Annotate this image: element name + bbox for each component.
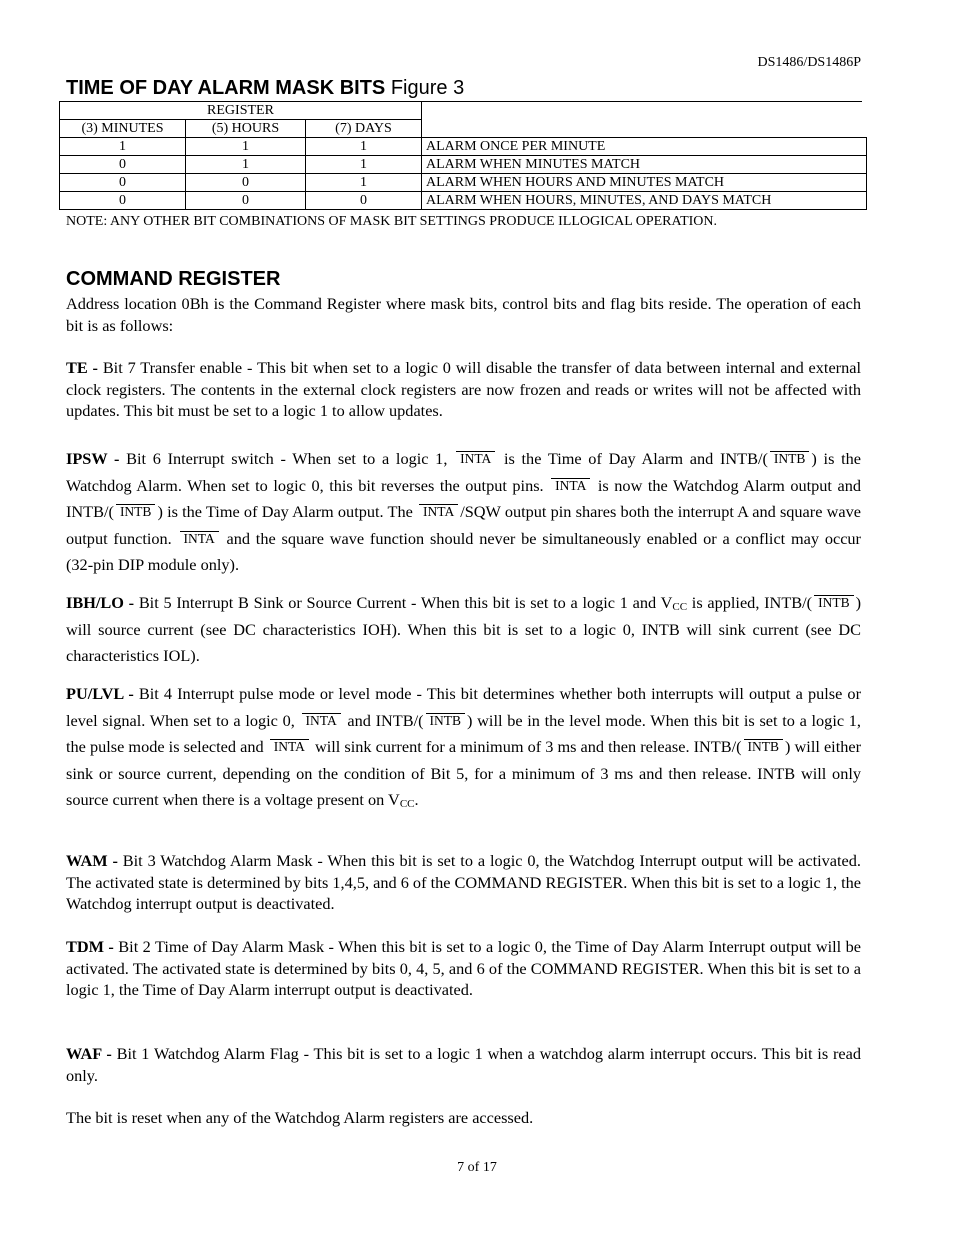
- figure-title-number: Figure 3: [385, 77, 465, 99]
- tdm-paragraph: TDM - Bit 2 Time of Day Alarm Mask - When this bit is set to a logic 0, the Time of Day Alarm Interrupt output will be activated. The activated state is determined by bits 0, 4, 5, and 6 of the COMMAND REGISTER. When this bit is set to a logic 1, the Time of Day Alarm interrupt output is deactivated.: [66, 937, 861, 999]
- table-row: [60, 156, 867, 174]
- intb-overline: INTB: [744, 739, 784, 754]
- table-cell: 0: [60, 156, 186, 174]
- inta-overline: INTA: [456, 451, 495, 466]
- table-row: [60, 138, 867, 156]
- command-intro-paragraph: Address location 0Bh is the Command Register where mask bits, control bits and flag bits reside. The operation of each bit is as follows:: [66, 294, 861, 335]
- column-header: (3) MINUTES: [60, 120, 186, 138]
- figure-title: [66, 77, 862, 102]
- register-header: REGISTER: [60, 102, 422, 120]
- command-register-title: COMMAND REGISTER: [66, 268, 281, 290]
- inta-overline: INTA: [419, 504, 458, 519]
- inta-overline: INTA: [270, 739, 309, 754]
- intb-overline: INTB: [116, 504, 156, 519]
- table-cell: 0: [186, 192, 306, 210]
- table-cell: 0: [306, 192, 422, 210]
- waf-label: WAF -: [66, 1044, 112, 1063]
- wam-label: WAM -: [66, 851, 118, 870]
- table-header-row: [60, 120, 867, 138]
- pu-lvl-paragraph: PU/LVL - Bit 4 Interrupt pulse mode or level mode - This bit determines whether both interrupts will output a pulse or level signal. When set to a logic 0, INTA and INTB/( INTB ) will be in the level mode. When this bit is set to a logic 1, the pulse mode is selected and INTA will sink current for a minimum of 3 ms and then release. INTB/( INTB ) will either sink or source current, depending on the condition of Bit 5, for a minimum of 3 ms and then release. INTB will only source current when there is a voltage present on $V_{CC}$.: [66, 684, 862, 810]
- ibh-lo-label: IBH/LO -: [66, 593, 135, 612]
- ipsw-paragraph: IPSW - Bit 6 Interrupt switch - When set to a logic 1, INTA is the Time of Day Alarm and INTB/( INTB ) is the Watchdog Alarm. When set to logic 0, this bit reverses the output pins. INTA is now the Watchdog Alarm output and INTB/( INTB ) is the Time of Day Alarm output. The INTA /SQW output pin shares both the interrupt A and square wave output function. INTA and the square wave function should never be simultaneously enabled or a conflict may occur (32-pin DIP module only).: [66, 449, 861, 574]
- te-paragraph: TE - Bit 7 Transfer enable - This bit when set to a logic 0 will disable the transfer of data between internal and external clock registers. The contents in the external clock registers are now frozen and reads or writes will not be affected with updates. This bit must be set to a logic 1 to allow updates.: [66, 358, 861, 420]
- table-cell: 1: [60, 138, 186, 156]
- table-cell-description: ALARM ONCE PER MINUTE: [422, 138, 867, 156]
- alarm-mask-table: [59, 101, 867, 210]
- table-cell: 1: [186, 138, 306, 156]
- reset-paragraph: The bit is reset when any of the Watchdog Alarm registers are accessed.: [66, 1108, 534, 1127]
- table-cell: 0: [186, 174, 306, 192]
- intb-overline: INTB: [426, 713, 466, 728]
- table-cell-description: ALARM WHEN HOURS AND MINUTES MATCH: [422, 174, 867, 192]
- table-cell: 1: [306, 174, 422, 192]
- intb-overline: INTB: [814, 595, 854, 610]
- inta-overline: INTA: [180, 531, 219, 546]
- ipsw-label: IPSW -: [66, 449, 120, 468]
- pu-lvl-label: PU/LVL -: [66, 684, 134, 703]
- table-cell: 0: [60, 192, 186, 210]
- table-cell: 1: [306, 156, 422, 174]
- table-row: [60, 192, 867, 210]
- intb-overline: INTB: [770, 451, 810, 466]
- inta-overline: INTA: [551, 478, 590, 493]
- page-number: 7 of 17: [457, 1160, 497, 1175]
- tdm-label: TDM -: [66, 937, 114, 956]
- table-cell: 0: [60, 174, 186, 192]
- document-id: DS1486/DS1486P: [757, 55, 861, 70]
- inta-overline: INTA: [302, 713, 341, 728]
- table-note: NOTE: ANY OTHER BIT COMBINATIONS OF MASK BIT SETTINGS PRODUCE ILLOGICAL OPERATION.: [66, 214, 718, 229]
- wam-paragraph: WAM - Bit 3 Watchdog Alarm Mask - When this bit is set to a logic 0, the Watchdog Interrupt output will be activated. The activated state is determined by bits 1,4,5, and 6 of the COMMAND REGISTER. When this bit is set to a logic 1, the Watchdog interrupt output is deactivated.: [66, 851, 861, 913]
- table-cell-description: ALARM WHEN HOURS, MINUTES, AND DAYS MATCH: [422, 192, 867, 210]
- table-cell: 1: [186, 156, 306, 174]
- table-cell: 1: [306, 138, 422, 156]
- ibh-lo-paragraph: IBH/LO - Bit 5 Interrupt B Sink or Source Current - When this bit is set to a logic 1 and $V_{CC}$ is applied, INTB/( INTB ) will source current (see DC characteristics IOH). When this bit is set to a logic 0, INTB will sink current (see DC characteristics IOL).: [66, 593, 861, 665]
- te-label: TE -: [66, 358, 98, 377]
- column-header: (7) DAYS: [306, 120, 422, 138]
- figure-title-bold: TIME OF DAY ALARM MASK BITS: [66, 77, 386, 99]
- table-row: [60, 174, 867, 192]
- table-cell-description: ALARM WHEN MINUTES MATCH: [422, 156, 867, 174]
- waf-paragraph: WAF - Bit 1 Watchdog Alarm Flag - This bit is set to a logic 1 when a watchdog alarm interrupt occurs. This bit is read only.: [66, 1044, 861, 1085]
- column-header: (5) HOURS: [186, 120, 306, 138]
- table-header-row: [60, 102, 867, 120]
